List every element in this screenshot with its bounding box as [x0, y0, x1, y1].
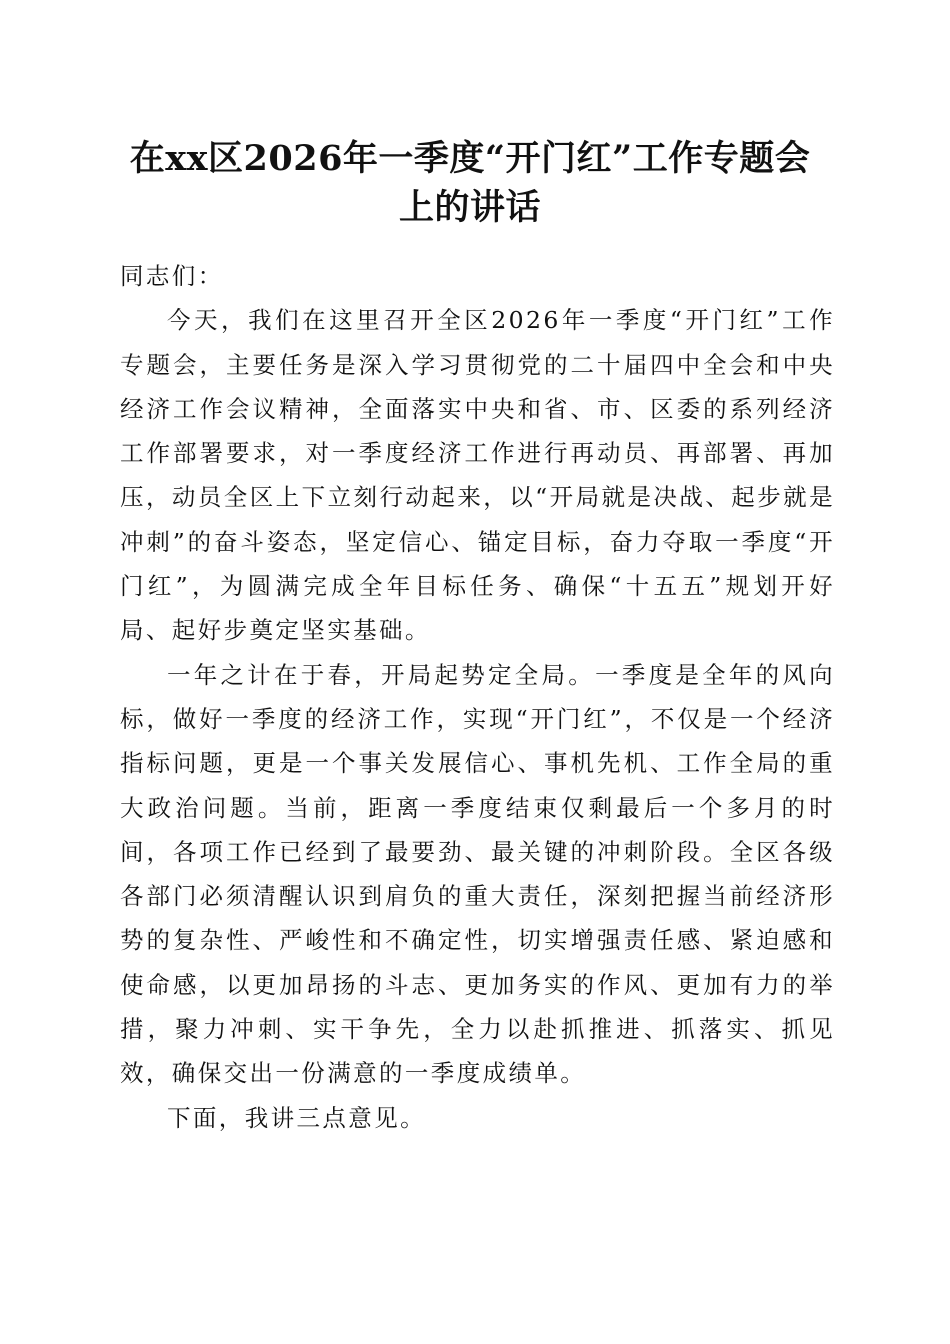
title-line-1: 在xx区2026年一季度“开门红”工作专题会 [129, 138, 811, 179]
document-body [120, 254, 835, 1140]
salutation: 同志们： [120, 262, 224, 290]
title-line-2: 上的讲话 [398, 187, 541, 228]
document-title [100, 134, 840, 232]
paragraph-significance: 一年之计在于春，开局起势定全局。一季度是全年的风向标，做好一季度的经济工作，实现“开门红”，不仅是一个经济指标问题，更是一个事关发展信心、事机先机、工作全局的重大政治问题。当前，距离一季度结束仅剩最后一个多月的时间，各项工作已经到了最要劲、最关键的冲刺阶段。全区各级各部门必须清醒认识到肩负的重大责任，深刻把握当前经济形势的复杂性、严峻性和不确定性，切实增强责任感、紧迫感和使命感，以更加昂扬的斗志、更加务实的作风、更加有力的举措，聚力冲刺、实干争先，全力以赴抓推进、抓落实、抓见效，确保交出一份满意的一季度成绩单。 [120, 660, 835, 1088]
paragraph-opening: 今天，我们在这里召开全区2026年一季度“开门红”工作专题会，主要任务是深入学习贯彻党的二十届四中全会和中央经济工作会议精神，全面落实中央和省、市、区委的系列经济工作部署要求，对一季度经济工作进行再动员、再部署、再加压，动员全区上下立刻行动起来，以“开局就是决战、起步就是冲刺”的奋斗姿态，坚定信心、锚定目标，奋力夺取一季度“开门红”，为圆满完成全年目标任务、确保“十五五”规划开好局、起好步奠定坚实基础。 [120, 306, 835, 645]
paragraph-transition: 下面，我讲三点意见。 [167, 1103, 426, 1132]
